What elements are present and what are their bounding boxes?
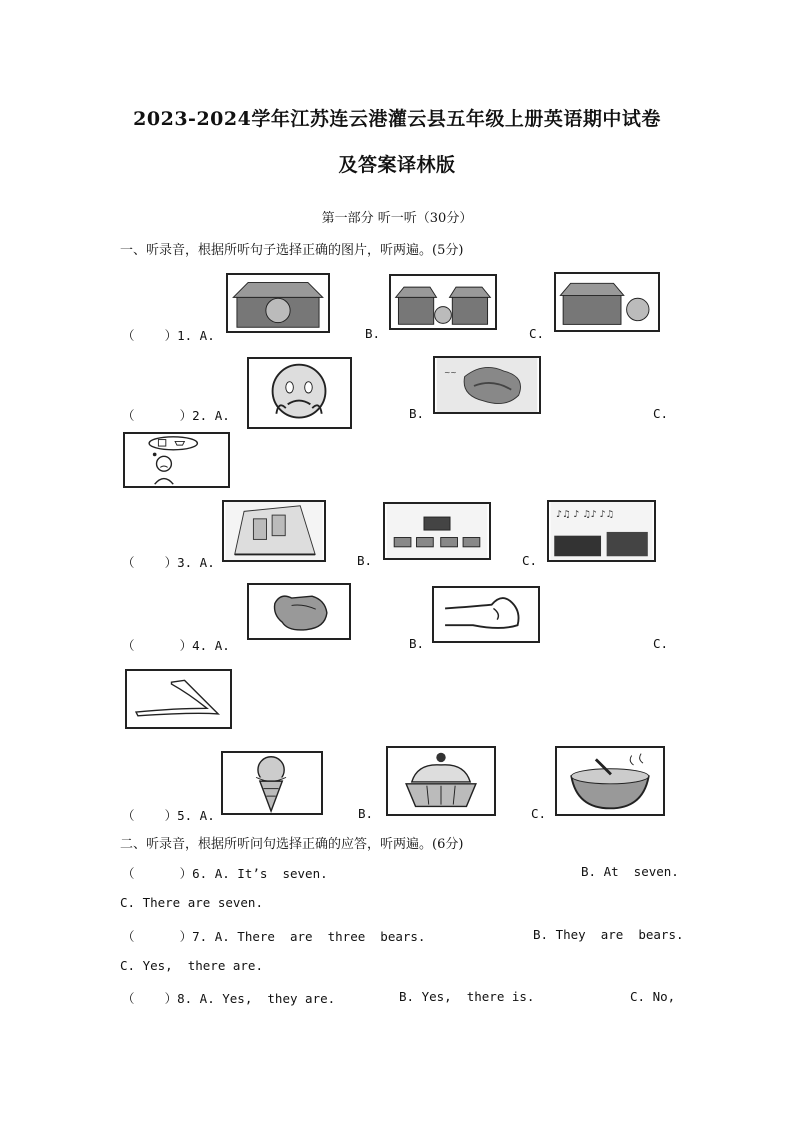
q4-option-b-image[interactable]	[432, 586, 540, 643]
svg-text:~~: ~~	[444, 367, 457, 377]
q1-option-a-image[interactable]	[226, 273, 330, 333]
q4-option-c-image[interactable]	[125, 669, 232, 729]
house-icon	[391, 276, 495, 328]
house-icon	[556, 274, 658, 330]
q7-option-b: B. They are bears.	[533, 927, 684, 942]
q6-option-c: C. There are seven.	[120, 895, 263, 910]
leg-icon	[127, 671, 230, 727]
q1-option-b-image[interactable]	[389, 274, 497, 330]
q6-prefix: （ ）6. A. It’s seven.	[122, 866, 328, 881]
q8-prefix: （ ）8. A. Yes, they are.	[122, 991, 336, 1006]
q3-prefix: （ ）3. A.	[122, 555, 215, 570]
q3-option-b-label: B.	[357, 553, 373, 568]
q1-option-c-label: C.	[529, 326, 545, 341]
q6-option-b: B. At seven.	[581, 864, 679, 879]
cake-icon	[388, 748, 494, 814]
q2-option-c-label: C.	[653, 406, 669, 421]
q1-prefix: （ ）1. A.	[122, 328, 215, 343]
sick-face-icon	[125, 434, 228, 486]
sick-face-icon	[435, 358, 539, 412]
arm-icon	[434, 588, 538, 641]
q1-option-c-image[interactable]	[554, 272, 660, 332]
room-icon	[549, 502, 654, 560]
q3-option-c-label: C.	[522, 553, 538, 568]
sick-face-icon	[249, 359, 350, 427]
q2-option-c-image[interactable]	[123, 432, 230, 488]
q7-prefix: （ ）7. A. There are three bears.	[122, 929, 426, 944]
q8-option-b: B. Yes, there is.	[399, 989, 535, 1004]
hand-icon	[249, 585, 349, 638]
q5-prefix: （ ）5. A.	[122, 808, 215, 823]
q4-option-c-label: C.	[653, 636, 669, 651]
section2-heading: 二、听录音，根据所听问句选择正确的应答，听两遍。(6分)	[120, 837, 464, 852]
ice-cream-icon	[223, 753, 321, 813]
section1-heading: 一、听录音，根据所听句子选择正确的图片，听两遍。(5分)	[120, 243, 464, 258]
q3-option-b-image[interactable]	[383, 502, 491, 560]
q5-option-b-image[interactable]	[386, 746, 496, 816]
q5-option-b-label: B.	[358, 806, 374, 821]
q4-option-b-label: B.	[409, 636, 425, 651]
q3-option-c-image[interactable]	[547, 500, 656, 562]
q8-option-c: C. No,	[630, 989, 676, 1004]
exam-title-line1: 2023-2024学年江苏连云港灌云县五年级上册英语期中试卷	[133, 108, 661, 130]
q4-prefix: （ ）4. A.	[122, 638, 230, 653]
exam-title-line2: 及答案译林版	[338, 154, 456, 176]
q1-option-b-label: B.	[365, 326, 381, 341]
q5-option-c-label: C.	[531, 806, 547, 821]
house-icon	[228, 275, 328, 331]
q2-option-b-label: B.	[409, 406, 425, 421]
part1-heading: 第一部分 听一听（30分）	[321, 211, 473, 226]
q2-prefix: （ ）2. A.	[122, 408, 230, 423]
q4-option-a-image[interactable]	[247, 583, 351, 640]
q5-option-a-image[interactable]	[221, 751, 323, 815]
q3-option-a-image[interactable]	[222, 500, 326, 562]
room-icon	[385, 504, 489, 558]
soup-icon	[557, 748, 663, 814]
q2-option-b-image[interactable]	[433, 356, 541, 414]
svg-text:♪♫ ♪ ♫♪ ♪♫: ♪♫ ♪ ♫♪ ♪♫	[556, 508, 615, 520]
room-icon	[224, 502, 324, 560]
q7-option-c: C. Yes, there are.	[120, 958, 263, 973]
q2-option-a-image[interactable]	[247, 357, 352, 429]
q5-option-c-image[interactable]	[555, 746, 665, 816]
